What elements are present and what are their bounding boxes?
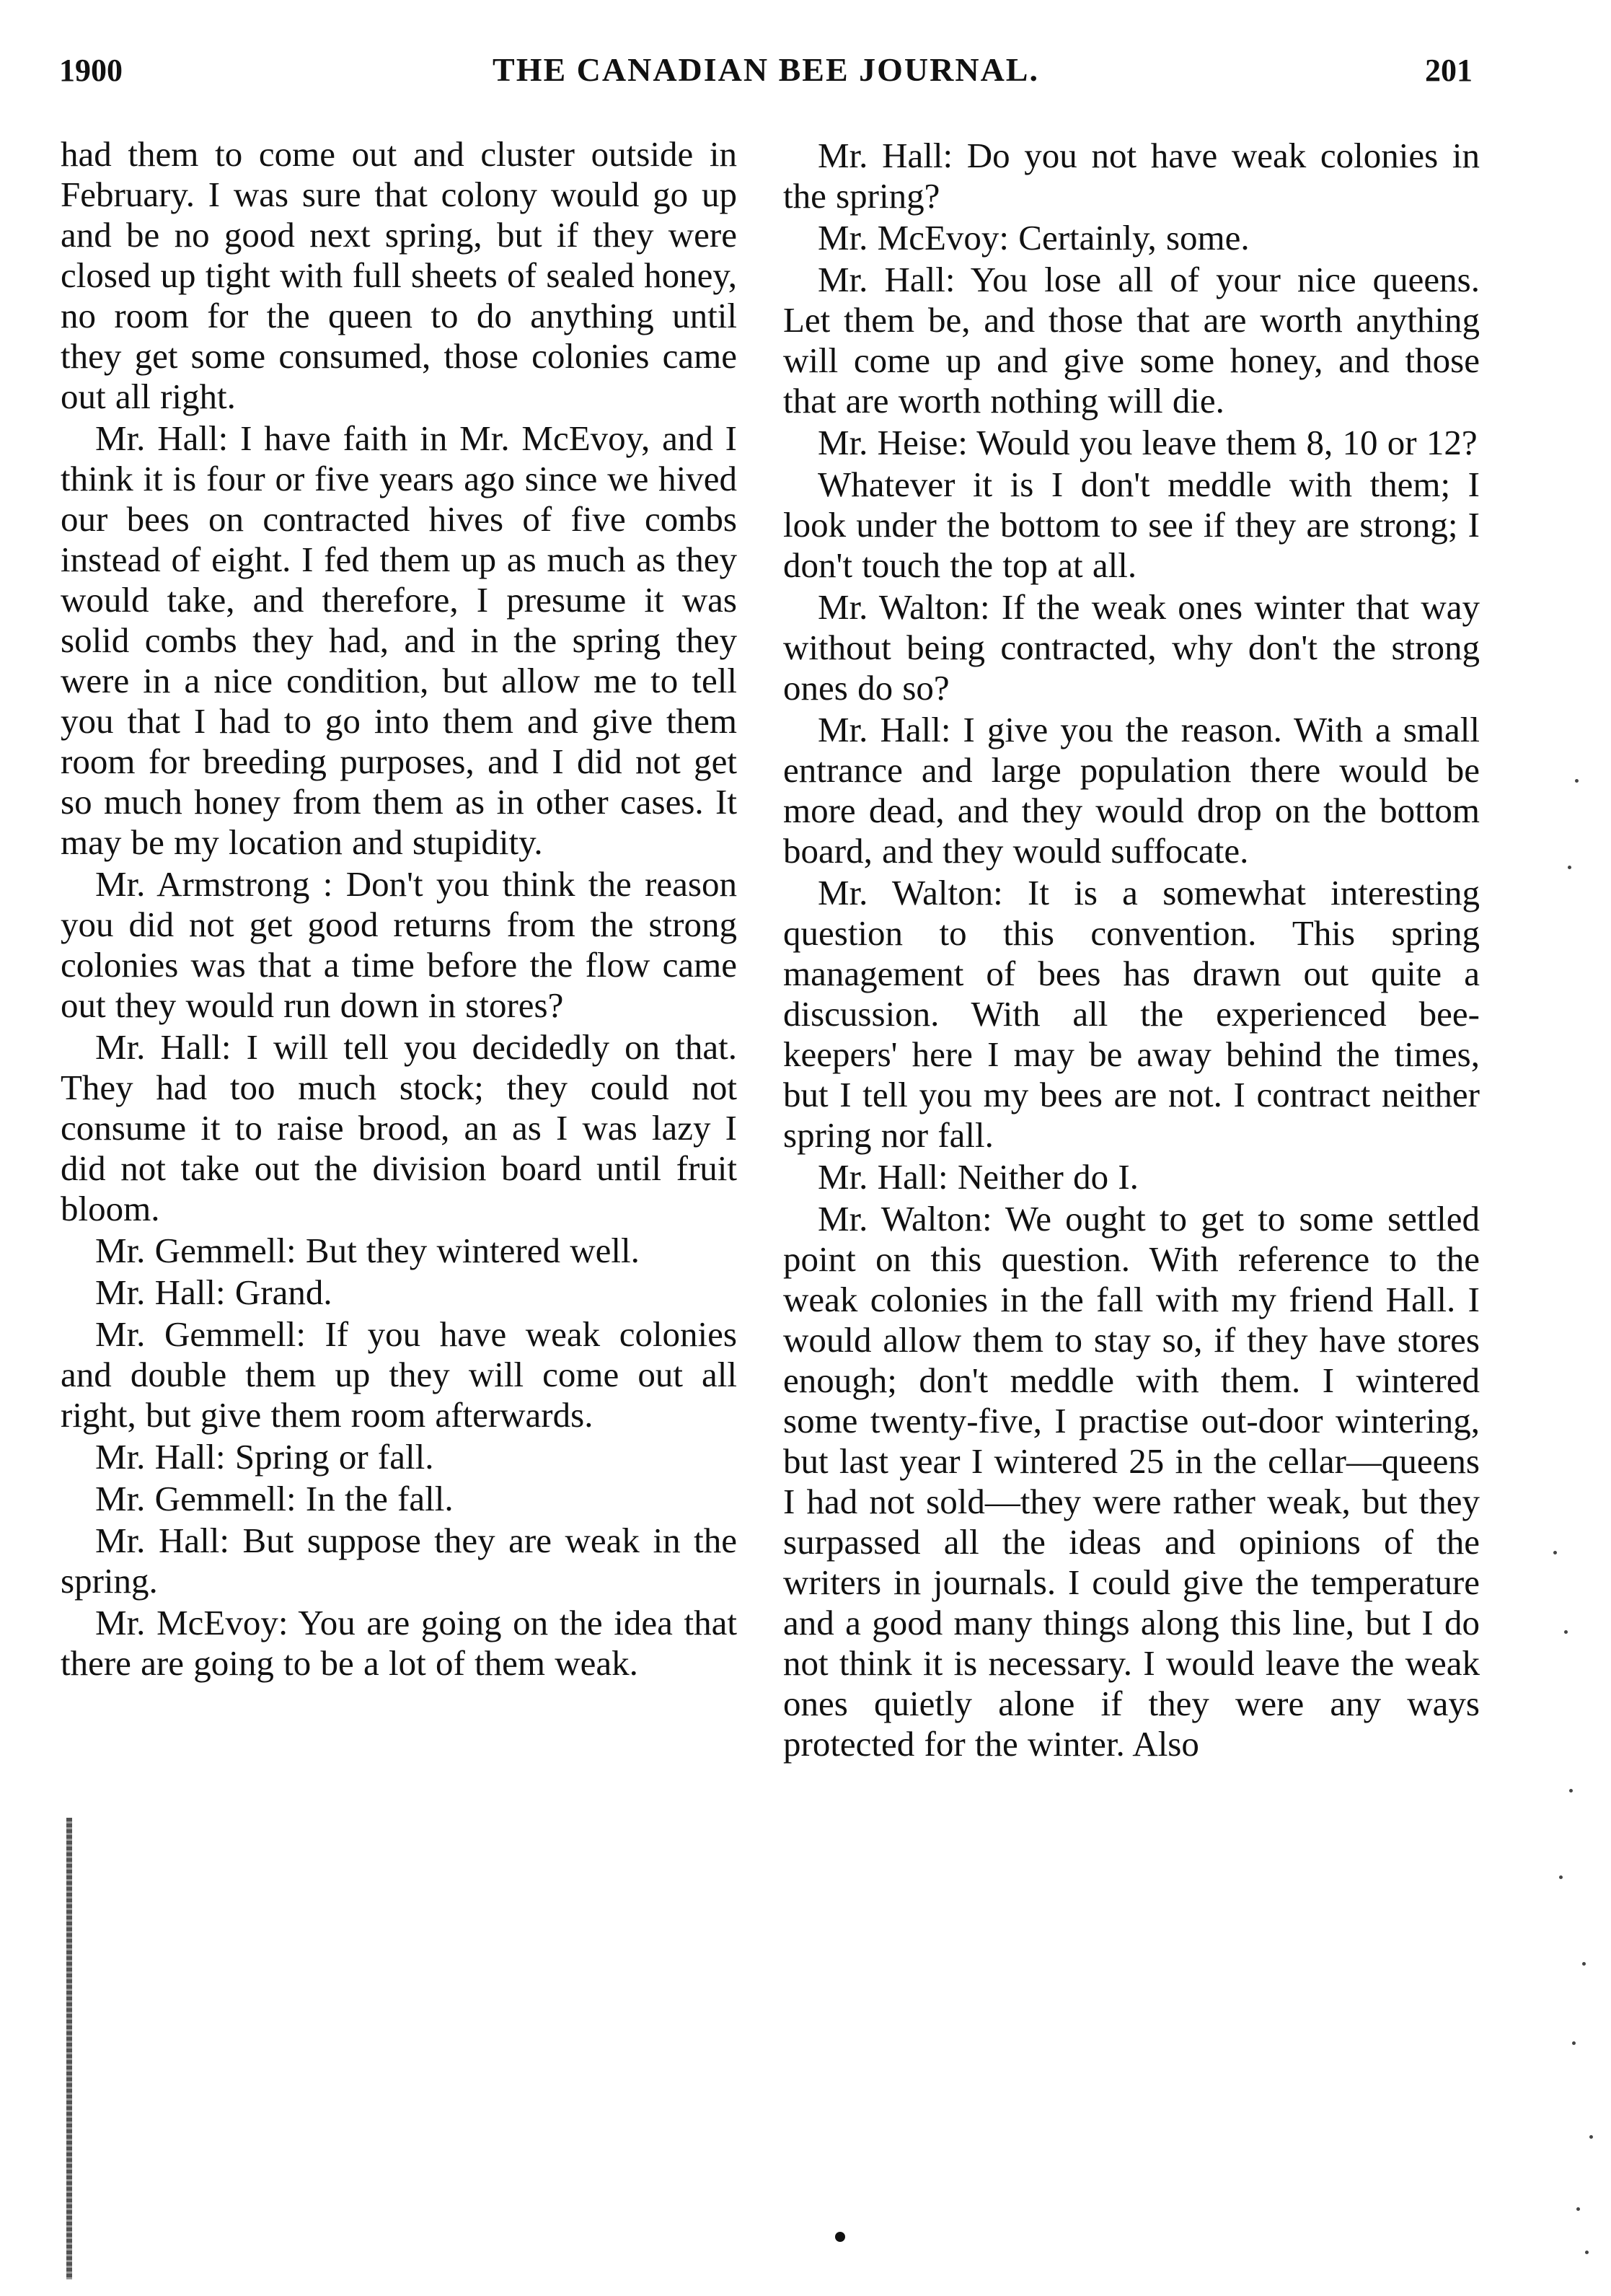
paragraph: Mr. Hall: You lose all of your nice queens. Let them be, and those that are worth anything will come up and give some honey, and those that are worth nothing will die. [783,260,1480,421]
journal-title: THE CANADIAN BEE JOURNAL. [493,51,1039,88]
speck [1568,866,1571,869]
speck [1572,2041,1576,2045]
paragraph: Mr. Heise: Would you leave them 8, 10 or 12? [818,423,1478,462]
paragraph: Mr. Hall: Do you not have weak colonies in the spring? [783,136,1480,216]
paragraph: Mr. Hall: Grand. [95,1272,332,1312]
scan-binding-edge [66,1818,72,2279]
speck [1589,2135,1593,2139]
speck [1564,1630,1568,1634]
paragraph: Mr. McEvoy: You are going on the idea that there are going to be a lot of them weak. [61,1603,737,1683]
paragraph: Mr. Gemmell: In the fall. [95,1479,454,1518]
paragraph: Mr. Gemmell: But they wintered well. [95,1231,640,1270]
speck [1559,1875,1563,1879]
speck [1569,1789,1573,1793]
running-header [52,45,1480,102]
speck [1575,779,1579,783]
paragraph: Whatever it is I don't meddle with them; I look under the bottom to see if they are strong; I don't touch the top at all. [783,465,1480,585]
left-column [61,134,737,1684]
paragraph: Mr. Hall: Neither do I. [818,1157,1139,1197]
page-number: 201 [1425,53,1473,88]
speck [1553,1551,1557,1554]
scan-speckles [1524,721,1611,2294]
paragraph: Mr. Walton: It is a somewhat interesting question to this convention. This spring management of bees has drawn out quite a discussion. With all the experienced bee-keepers' here I may be away behind the times, but I tell you my bees are not. I contract neither spring nor fall. [783,873,1480,1155]
header-year: 1900 [59,53,123,88]
paragraph: Mr. Hall: I will tell you decidedly on that. They had too much stock; they could not consume it to raise brood, an as I was lazy I did not take out the division board until fruit bloom. [61,1027,737,1228]
paragraph: Mr. Hall: Spring or fall. [95,1437,434,1477]
paragraph: Mr. Walton: If the weak ones winter that way without being contracted, why don't the strong ones do so? [783,587,1480,708]
paragraph: Mr. Walton: We ought to get to some settled point on this question. With reference to the weak colonies in the fall with my friend Hall. I would allow them to stay so, if they have stores enough; don't meddle with them. I wintered some twenty-five, I practise out-door wintering, but last year I wintered 25 in the cellar—queens I had not sold—they were rather weak, but they surpassed all the ideas and opinions of the writers in journals. I could give the temperature and a good many things along this line, but I do not think it is necessary. I would leave the weak ones quietly alone if they were any ways protected for the winter. Also [783,1199,1480,1764]
ink-dot [835,2232,845,2242]
paragraph: Mr. Hall: But suppose they are weak in the spring. [61,1521,737,1601]
right-column [783,134,1480,1764]
paragraph: Mr. Gemmell: If you have weak colonies and double them up they will come out all right, but give them room afterwards. [61,1314,737,1435]
paragraph: Mr. McEvoy: Certainly, some. [818,218,1250,258]
speck [1582,1962,1586,1966]
paragraph: Mr. Hall: I have faith in Mr. McEvoy, and I think it is four or five years ago since we hived our bees on contracted hives of five combs instead of eight. I fed them up as much as they would take, and therefore, I presume it was solid combs they had, and in the spring they were in a nice condition, but allow me to tell you that I had to go into them and give them room for breeding purposes, and I did not get so much honey from them as in other cases. It may be my location and stupidity. [61,418,737,862]
speck [1585,2251,1589,2254]
paragraph: Mr. Armstrong : Don't you think the reason you did not get good returns from the strong colonies was that a time before the flow came out they would run down in stores? [61,864,737,1025]
paragraph: Mr. Hall: I give you the reason. With a small entrance and large population there would be more dead, and they would drop on the bottom board, and they would suffocate. [783,710,1480,871]
paragraph: had them to come out and cluster outside in February. I was sure that colony would go up and be no good next spring, but if they were closed up tight with full sheets of sealed honey, no room for the queen to do anything until they get some consumed, those colonies came out all right. [61,134,737,416]
speck [1576,2207,1580,2211]
